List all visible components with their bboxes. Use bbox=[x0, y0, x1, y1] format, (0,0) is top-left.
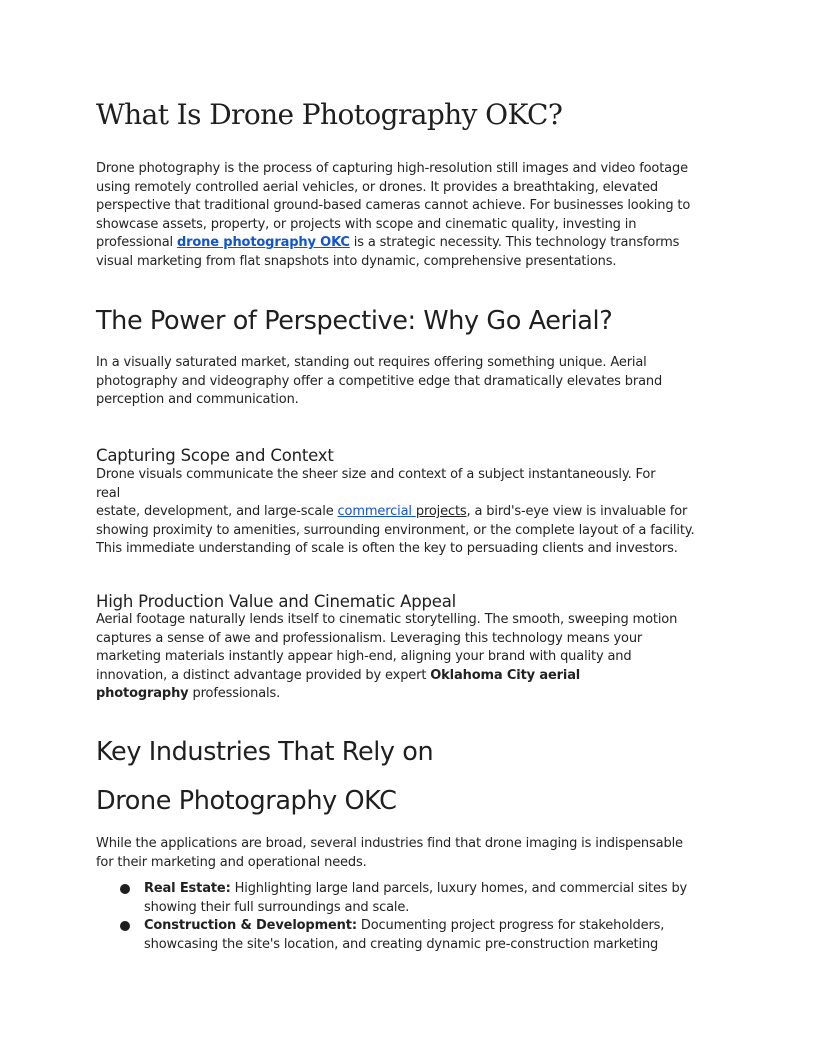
scope-line-3-post: , a bird's-eye view is invaluable for bbox=[466, 504, 688, 520]
commercial-link[interactable]: commercial bbox=[337, 504, 416, 520]
scope-line-3 bbox=[96, 503, 726, 522]
cinematic-bold-okc-aerial: Oklahoma City aerial bbox=[430, 667, 581, 683]
bullet-1-line-1 bbox=[144, 880, 726, 899]
cinematic-line-3: marketing materials instantly appear high-end, aligning your brand with quality and bbox=[96, 649, 632, 665]
subheading-cinematic: High Production Value and Cinematic Appeal bbox=[96, 592, 456, 611]
industries-bullet-list bbox=[96, 880, 726, 954]
section-heading-industries-line-1: Key Industries That Rely on bbox=[96, 737, 434, 767]
bullet-1-line-2: showing their full surroundings and scale. bbox=[144, 899, 410, 915]
intro-line-2: using remotely controlled aerial vehicles, or drones. It provides a breathtaking, elevated bbox=[96, 179, 659, 195]
bullet-2-text: Documenting project progress for stakeholders, bbox=[356, 918, 665, 934]
subheading-scope: Capturing Scope and Context bbox=[96, 446, 334, 465]
intro-line-1: Drone photography is the process of capturing high-resolution still images and video footage bbox=[96, 161, 688, 176]
scope-line-4: showing proximity to amenities, surrounding environment, or the complete layout of a facility. bbox=[96, 522, 695, 538]
list-item bbox=[96, 917, 726, 954]
cinematic-paragraph bbox=[96, 611, 726, 704]
section-heading-power: The Power of Perspective: Why Go Aerial? bbox=[96, 306, 613, 336]
power-line-3: perception and communication. bbox=[96, 392, 299, 408]
bullet-1-text: Highlighting large land parcels, luxury homes, and commercial sites by bbox=[230, 881, 688, 896]
intro-line-3: perspective that traditional ground-based cameras cannot achieve. For businesses looking to bbox=[96, 198, 691, 214]
cinematic-line-2: captures a sense of awe and professionalism. Leveraging this technology means your bbox=[96, 630, 643, 646]
page-title: What Is Drone Photography OKC? bbox=[96, 98, 563, 131]
drone-photography-okc-link[interactable]: drone photography OKC bbox=[176, 235, 350, 251]
intro-line-5 bbox=[96, 234, 726, 253]
intro-line-5-pre: professional bbox=[96, 235, 177, 251]
bullet-2-line-1 bbox=[144, 917, 726, 936]
industries-paragraph bbox=[96, 835, 726, 872]
scope-line-3-pre: estate, development, and large-scale bbox=[96, 504, 338, 520]
bullet-1-label: Real Estate: bbox=[144, 881, 231, 896]
list-item bbox=[96, 880, 726, 917]
scope-line-1: Drone visuals communicate the sheer size and context of a subject instantaneously. For bbox=[96, 467, 656, 482]
intro-line-4: showcase assets, property, or projects with scope and cinematic quality, investing in bbox=[96, 216, 637, 232]
scope-paragraph bbox=[96, 466, 726, 559]
cinematic-line-4 bbox=[96, 667, 726, 686]
bullet-2-line-2: showcasing the site's location, and creating dynamic pre-construction marketing bbox=[144, 936, 659, 952]
cinematic-line-5 bbox=[96, 685, 726, 704]
power-line-2: photography and videography offer a competitive edge that dramatically elevates brand bbox=[96, 373, 663, 389]
cinematic-bold-photography: photography bbox=[96, 686, 189, 702]
intro-line-5-post: is a strategic necessity. This technology transforms bbox=[349, 235, 680, 251]
power-line-1: In a visually saturated market, standing out requires offering something unique. Aerial bbox=[96, 355, 647, 370]
bullet-2-label: Construction & Development: bbox=[144, 918, 357, 934]
projects-link[interactable]: projects bbox=[415, 504, 467, 520]
bullet-dot-icon bbox=[120, 921, 130, 931]
bullet-dot-icon bbox=[120, 884, 130, 894]
intro-paragraph bbox=[96, 160, 726, 272]
scope-line-2: real bbox=[96, 485, 121, 501]
section-heading-industries-line-2: Drone Photography OKC bbox=[96, 786, 397, 816]
cinematic-line-5-post: professionals. bbox=[188, 686, 281, 702]
industries-line-1: While the applications are broad, several industries find that drone imaging is indispensable bbox=[96, 836, 683, 851]
cinematic-line-4-pre: innovation, a distinct advantage provided by expert bbox=[96, 667, 431, 683]
industries-line-2: for their marketing and operational needs. bbox=[96, 854, 367, 870]
scope-line-5: This immediate understanding of scale is often the key to persuading clients and investors. bbox=[96, 541, 678, 557]
power-paragraph bbox=[96, 354, 726, 410]
cinematic-line-1: Aerial footage naturally lends itself to cinematic storytelling. The smooth, sweeping motion bbox=[96, 612, 678, 627]
intro-line-6: visual marketing from flat snapshots into dynamic, comprehensive presentations. bbox=[96, 253, 617, 269]
